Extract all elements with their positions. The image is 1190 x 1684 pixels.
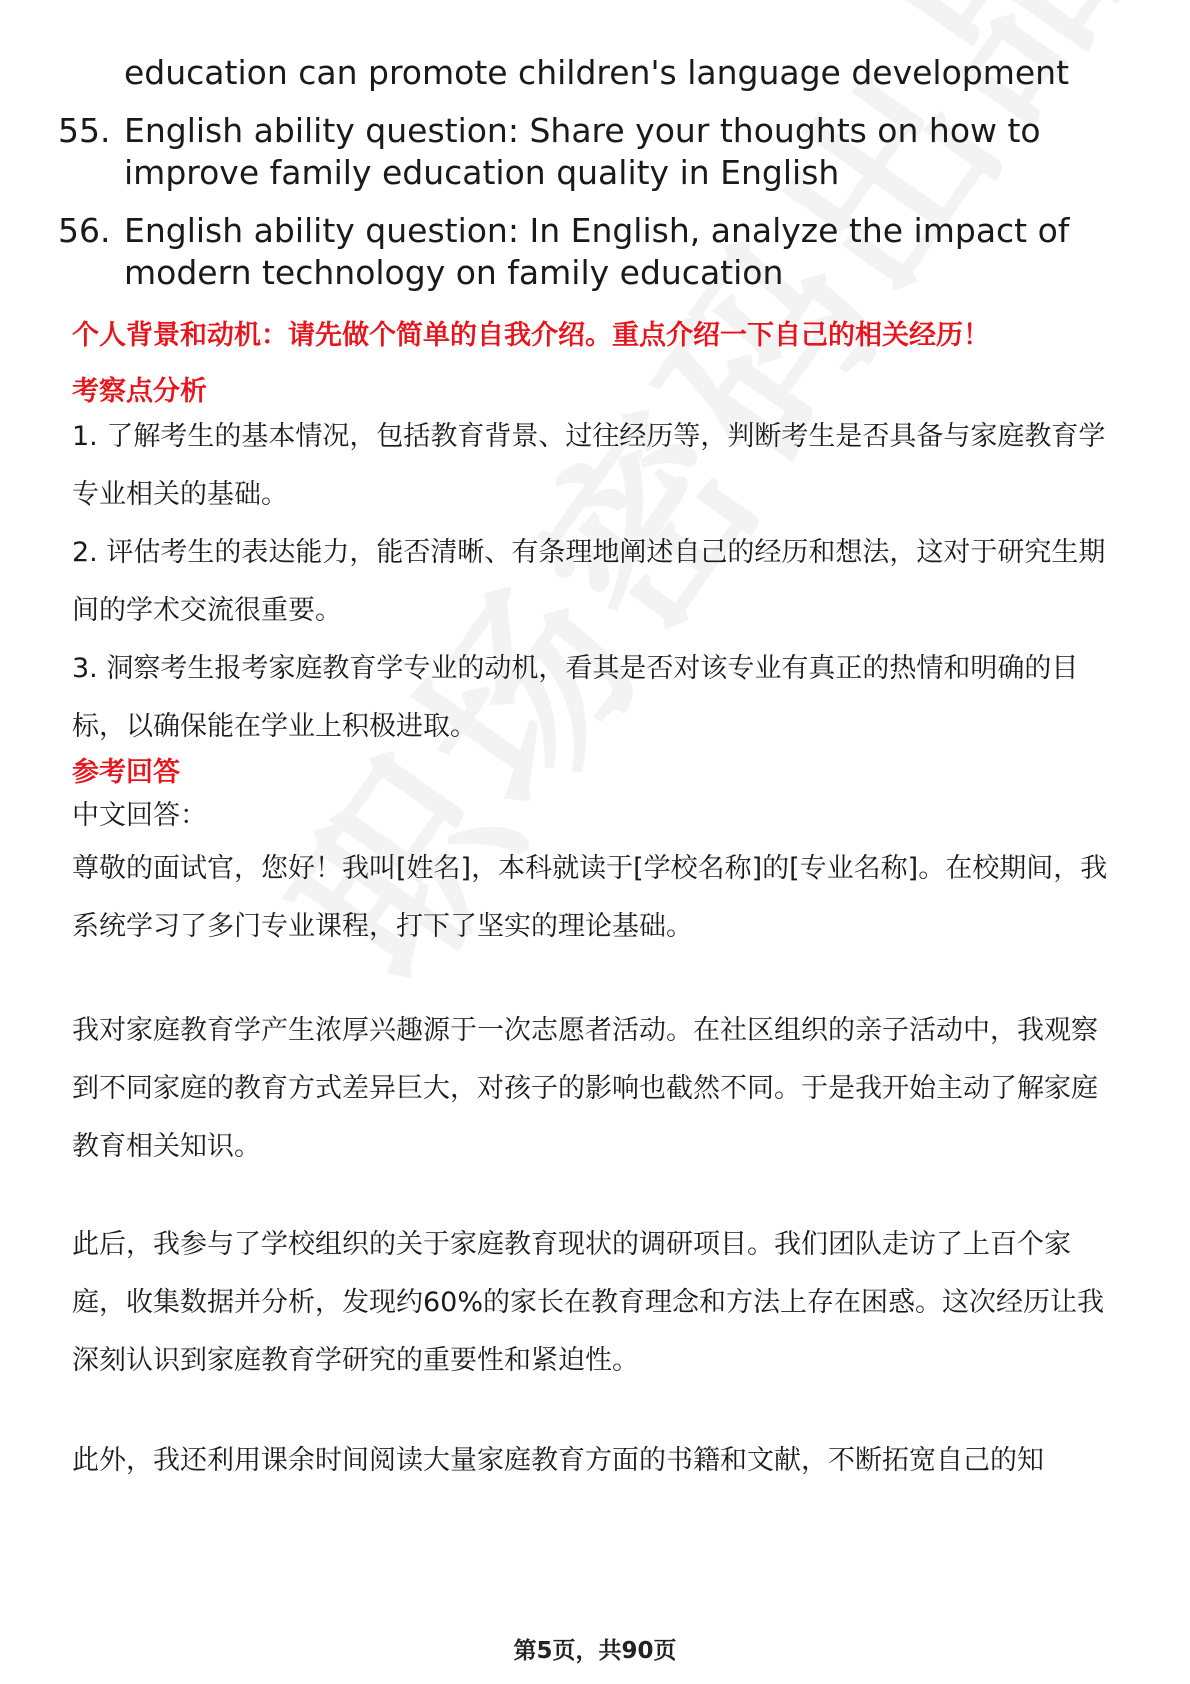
answer-subheading: 中文回答： [72,800,207,831]
answer-heading: 参考回答 [72,757,180,788]
analysis-item: 1. 了解考生的基本情况，包括教育背景、过往经历等，判断考生是否具备与家庭教育学专业相关的基础。 [72,421,1106,510]
answer-paragraph: 此外，我还利用课余时间阅读大量家庭教育方面的书籍和文献，不断拓宽自己的知 [72,1445,1044,1476]
question-text: English ability question: In English, analyze the impact of modern technology on family education [124,211,1070,292]
answer-paragraph: 此后，我参与了学校组织的关于家庭教育现状的调研项目。我们团队走访了上百个家庭，收集数据并分析，发现约60%的家长在教育理念和方法上存在困惑。这次经历让我深刻认识到家庭教育学研究的重要性和紧迫性。 [72,1229,1105,1376]
question-text: English ability question: Share your thoughts on how to improve family education quality in English [124,111,1041,192]
question-number: 55. [58,111,111,150]
list-item [58,110,1138,194]
page-number: 第5页，共90页 [513,1638,677,1664]
answer-paragraph: 尊敬的面试官，您好！我叫[姓名]，本科就读于[学校名称]的[专业名称]。在校期间，我系统学习了多门专业课程，打下了坚实的理论基础。 [72,853,1108,942]
question-continuation: education can promote children's language development [124,53,1070,92]
list-item [58,210,1138,294]
analysis-item: 3. 洞察考生报考家庭教育学专业的动机，看其是否对该专业有真正的热情和明确的目标，以确保能在学业上积极进取。 [72,653,1079,742]
question-heading: 个人背景和动机：请先做个简单的自我介绍。重点介绍一下自己的相关经历！ [72,320,990,351]
answer-paragraph: 我对家庭教育学产生浓厚兴趣源于一次志愿者活动。在社区组织的亲子活动中，我观察到不同家庭的教育方式差异巨大，对孩子的影响也截然不同。于是我开始主动了解家庭教育相关知识。 [72,1015,1098,1162]
analysis-item: 2. 评估考生的表达能力，能否清晰、有条理地阐述自己的经历和想法，这对于研究生期间的学术交流很重要。 [72,537,1106,626]
analysis-heading: 考察点分析 [72,376,207,407]
question-list [58,52,1138,294]
question-number: 56. [58,211,111,250]
